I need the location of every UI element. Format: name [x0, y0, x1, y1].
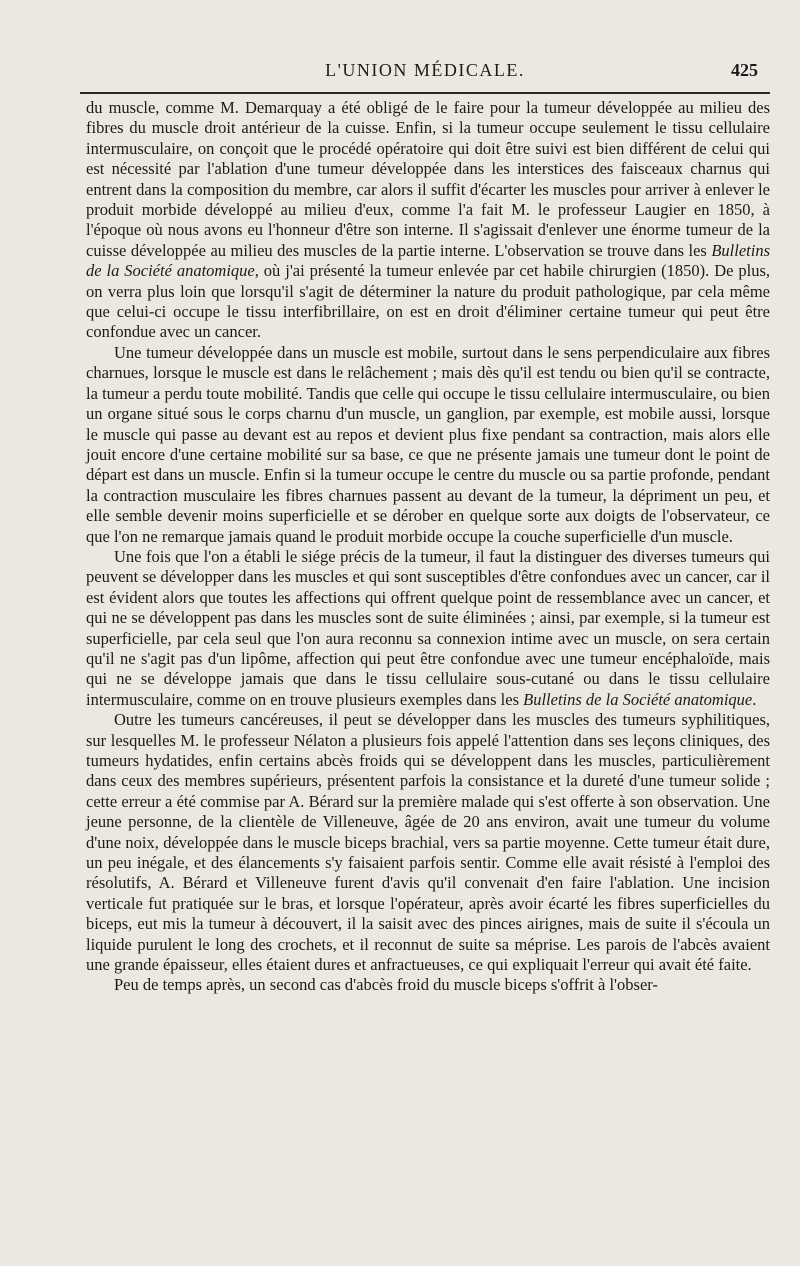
- journal-title: Bulletins de la Société anatomique: [86, 240, 770, 281]
- paragraph: [86, 547, 770, 710]
- running-title: L'UNION MÉDICALE.: [325, 60, 525, 80]
- paragraph: [86, 975, 770, 995]
- text-run: du muscle, comme M. Demarquay a été obligé de le faire pour la tumeur développée au milieu des fibres du muscle droit antérieur de la cuisse. Enfin, si la tumeur occupe seulement le tissu cellulaire intermusculaire, on conçoit que le procédé opératoire qui doit être suivi est bien différent de celui qui est nécessité par l'ablation d'une tumeur développée dans les interstices des faisceaux charnus qui entrent dans la composition du membre, car alors il suffit d'écarter les muscles pour arriver à enlever le produit morbide développé au milieu d'eux, comme l'a fait M. le professeur Laugier en 1850, à l'époque où nous avons eu l'honneur d'être son interne. Il s'agissait d'enlever une énorme tumeur de la cuisse développée au milieu des muscles de la partie interne. L'observation se trouve dans les: [86, 98, 770, 260]
- text-run: Outre les tumeurs cancéreuses, il peut se développer dans les muscles des tumeurs syphilitiques, sur lesquelles M. le professeur Nélaton a plusieurs fois appelé l'attention dans ses leçons cliniques, des tumeurs hydatides, enfin certains abcès froids qui se développent dans les muscles, particulièrement dans ceux des membres supérieurs, présentent parfois la consistance et la dureté d'une tumeur solide ; cette erreur a été commise par A. Bérard sur la première malade qui s'est offerte à son observation. Une jeune personne, de la clientèle de Villeneuve, âgée de 20 ans environ, avait une tumeur du volume d'une noix, développée dans le muscle biceps brachial, vers sa partie moyenne. Cette tumeur était dure, un peu inégale, et des élancements s'y faisaient parfois sentir. Comme elle avait résisté à l'emploi des résolutifs, A. Bérard et Villeneuve furent d'avis qu'il convenait d'en faire l'ablation. Une incision verticale fut pratiquée sur le bras, et lorsque l'opérateur, après avoir écarté les fibres superficielles du biceps, eut mis la tumeur à découvert, il la saisit avec des pinces airignes, mais de suite il s'écoula un liquide purulent le long des crochets, et il reconnut de suite sa méprise. Les parois de l'abcès avaient une grande épaisseur, elles étaient dures et anfractueuses, ce qui expliquait l'erreur qui avait été faite.: [86, 710, 770, 975]
- text-run: , où j'ai présenté la tumeur enlevée par cet habile chirurgien (1850). De plus, on verra plus loin que lorsqu'il s'agit de déterminer la nature du produit pathologique, par cela même que celui-ci occupe le tissu interfibrillaire, on est en droit d'éliminer certaine tumeur qui peut être confondue avec un cancer.: [86, 261, 770, 342]
- text-run: Une fois que l'on a établi le siége précis de la tumeur, il faut la distinguer des diverses tumeurs qui peuvent se développer dans les muscles et qui sont susceptibles d'être confondues avec un cancer, car il est évident alors que toutes les affections qui offrent quelque point de ressemblance avec un cancer, et qui ne se développent pas dans les muscles sont de suite éliminées ; ainsi, par exemple, si la tumeur est superficielle, par cela seul que l'on aura reconnu sa connexion intime avec un muscle, on sera certain qu'il ne s'agit pas d'un lipôme, affection qui peut être confondue avec une tumeur encéphaloïde, mais qui ne se développe jamais que dans le tissu cellulaire sous-cutané ou dans le tissu cellulaire intermusculaire, comme on en trouve plusieurs exemples dans les: [86, 546, 770, 709]
- text-run: Une tumeur développée dans un muscle est mobile, surtout dans le sens perpendiculaire aux fibres charnues, lorsque le muscle est dans le relâchement ; mais dès qu'il est tendu ou bien qu'il se contracte, la tumeur a perdu toute mobilité. Tandis que celle qui occupe le tissu cellulaire intermusculaire, ou bien un organe situé sous le corps charnu d'un muscle, un ganglion, par exemple, est mobile aussi, lorsque le muscle qui passe au devant est au repos et devient plus fixe pendant sa contraction, mais alors elle jouit encore d'une certaine mobilité sur sa base, ce que ne présente jamais une tumeur dont le point de départ est dans un muscle. Enfin si la tumeur occupe le centre du muscle ou sa partie profonde, pendant la contraction musculaire les fibres charnues passent au devant de la tumeur, la dépriment un peu, et elle semble devenir moins superficielle et se dérober en quelque sorte aux doigts de l'observateur, ce que l'on ne remarque jamais quand le produit morbide occupe la couche superficielle d'un muscle.: [86, 342, 770, 546]
- journal-title: Bulletins de la Société anatomique: [523, 689, 753, 709]
- text-run: .: [752, 689, 757, 709]
- page-header: [80, 60, 770, 86]
- text-run: Peu de temps après, un second cas d'abcès froid du muscle biceps s'offrit à l'obser-: [114, 975, 658, 995]
- page-number: 425: [731, 60, 758, 80]
- paragraph: [86, 98, 770, 343]
- header-rule: [80, 92, 770, 94]
- paragraph: [86, 710, 770, 975]
- article-body: [86, 98, 770, 996]
- paragraph: [86, 343, 770, 547]
